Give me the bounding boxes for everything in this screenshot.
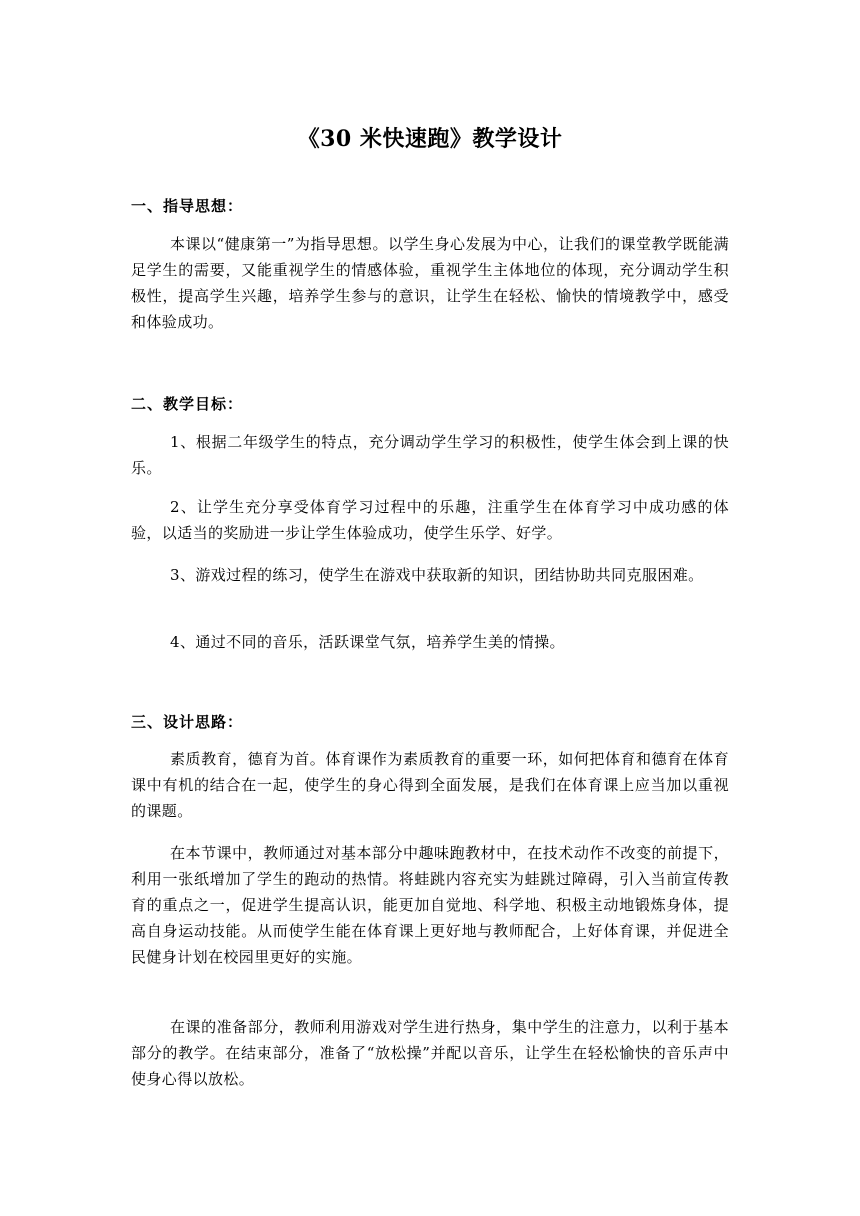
section-2-paragraph-3: 3、游戏过程的练习，使学生在游戏中获取新的知识，团结协助共同克服困难。	[170, 566, 704, 584]
section-2-paragraph-4: 4、通过不同的音乐，活跃课堂气氛，培养学生美的情操。	[170, 633, 565, 651]
section-1-paragraph-1: 本课以“健康第一”为指导思想。以学生身心发展为中心，让我们的课堂教学既能满足学生的需要，又能重视学生的情感体验，重视学生主体地位的体现，充分调动学生积极性，提高学生兴趣，培养学生参与的意识，让学生在轻松、愉快的情境教学中，感受和体验成功。	[131, 235, 729, 331]
section-3-paragraph-2: 在本节课中，教师通过对基本部分中趣味跑教材中，在技术动作不改变的前提下，利用一张纸增加了学生的跑动的热情。将蛙跳内容充实为蛙跳过障碍，引入当前宣传教育的重点之一，促进学生提高认识，能更加自觉地、科学地、积极主动地锻炼身体，提高自身运动技能。从而使学生能在体育课上更好地与教师配合，上好体育课，并促进全民健身计划在校园里更好的实施。	[131, 844, 729, 966]
section-3-paragraph-3: 在课的准备部分，教师利用游戏对学生进行热身，集中学生的注意力，以利于基本部分的教学。在结束部分，准备了“放松操”并配以音乐，让学生在轻松愉快的音乐声中使身心得以放松。	[131, 1018, 729, 1088]
section-3-paragraph-1: 素质教育，德育为首。体育课作为素质教育的重要一环，如何把体育和德育在体育课中有机的结合在一起，使学生的身心得到全面发展，是我们在体育课上应当加以重视的课题。	[131, 750, 729, 820]
section-heading-guiding-idea: 一、指导思想：	[131, 197, 244, 215]
section-heading-design-ideas: 三、设计思路：	[131, 713, 244, 731]
section-2-paragraph-1: 1、根据二年级学生的特点，充分调动学生学习的积极性，使学生体会到上课的快乐。	[131, 433, 729, 477]
section-2-paragraph-2: 2、让学生充分享受体育学习过程中的乐趣，注重学生在体育学习中成功感的体验，以适当的奖励进一步让学生体验成功，使学生乐学、好学。	[131, 498, 729, 542]
document-title: 《30 米快速跑》教学设计	[297, 126, 563, 152]
section-heading-teaching-goals: 二、教学目标：	[131, 395, 244, 413]
